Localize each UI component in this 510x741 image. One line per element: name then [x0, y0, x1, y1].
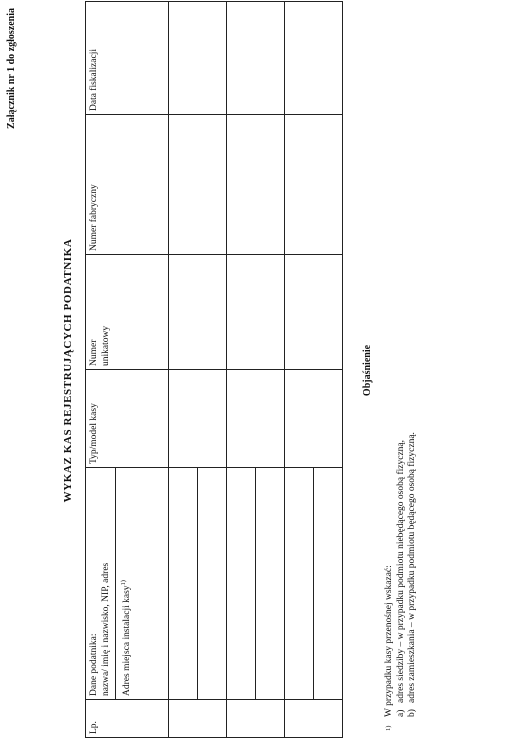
cell-install-address [314, 468, 343, 700]
cash-register-table [85, 1, 343, 738]
explanation-heading: Objaśnienie [362, 344, 373, 397]
footnote-item [407, 11, 419, 731]
cell-unique-number [227, 255, 285, 370]
table-row [227, 2, 256, 738]
cell-fiscalization-date [227, 2, 285, 115]
footnote-block [384, 11, 419, 731]
annex-label: Załącznik nr 1 do zgłoszenia [6, 8, 17, 129]
cell-type-model [285, 370, 343, 468]
footnote-item-text: adres siedziby – w przypadku podmiotu niebędącego osobą fizyczną, [395, 439, 406, 703]
footnote-item [396, 11, 408, 731]
header-unique-line2: unikatowy [101, 325, 111, 366]
header-install-address [116, 468, 169, 700]
cell-unique-number [169, 255, 227, 370]
table-row [285, 2, 314, 738]
header-install-footnote-ref: 1) [120, 580, 127, 586]
cell-install-address [256, 468, 285, 700]
header-type-model: Typ/model kasy [86, 370, 169, 468]
cell-unique-number [285, 255, 343, 370]
cell-type-model [169, 370, 227, 468]
header-taxpayer [86, 468, 116, 700]
footnote-intro-row [384, 11, 396, 731]
footnote-item-label: a) [395, 709, 406, 717]
cell-lp [169, 700, 227, 738]
cell-lp [227, 700, 285, 738]
header-serial-number: Numer fabryczny [86, 115, 169, 255]
header-unique-number [86, 255, 169, 370]
header-row [86, 2, 116, 738]
header-fiscalization-date: Data fiskalizacji [86, 2, 169, 115]
header-unique-line1: Numer [89, 339, 99, 366]
document-title: WYKAZ KAS REJESTRUJĄCYCH PODATNIKA [62, 238, 74, 503]
table-row [169, 2, 198, 738]
header-lp: Lp. [86, 700, 169, 738]
cell-install-address [198, 468, 227, 700]
cell-fiscalization-date [169, 2, 227, 115]
header-taxpayer-line2: nazwa/ imię i nazwisko, NIP, adres [101, 562, 111, 696]
header-install-address-text: Adres miejsca instalacji kasy [122, 585, 133, 696]
footnote-intro: W przypadku kasy przenośnej wskazać: [384, 565, 394, 717]
cell-taxpayer [169, 468, 198, 700]
cell-taxpayer [227, 468, 256, 700]
cell-taxpayer [285, 468, 314, 700]
footnote-item-label: b) [407, 709, 417, 717]
cell-serial-number [285, 115, 343, 255]
cell-serial-number [227, 115, 285, 255]
header-taxpayer-line1: Dane podatnika: [89, 633, 99, 696]
cell-fiscalization-date [285, 2, 343, 115]
footnote-mark: 1) [385, 725, 392, 731]
footnote-item-text: adres zamieszkania – w przypadku podmiotu będącego osobą fizyczną. [407, 432, 417, 703]
cell-type-model [227, 370, 285, 468]
cell-lp [285, 700, 343, 738]
cell-serial-number [169, 115, 227, 255]
